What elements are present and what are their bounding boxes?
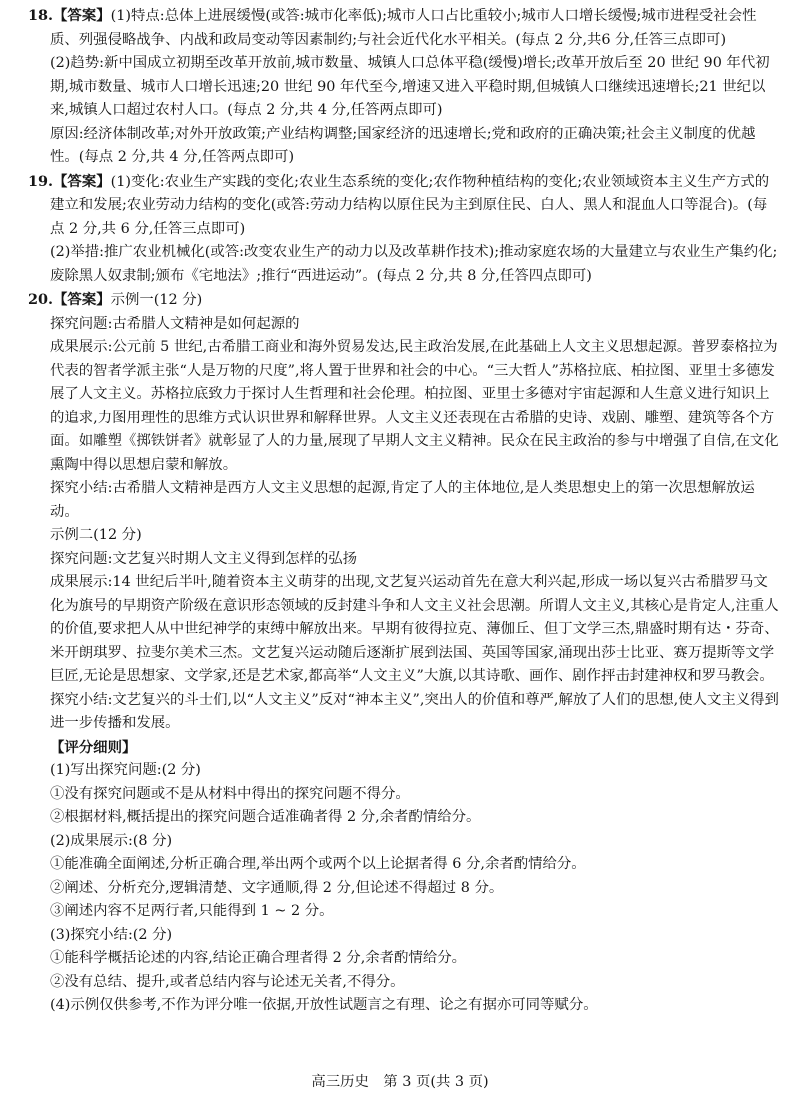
example2-result: 成果展示:14 世纪后半叶,随着资本主义萌芽的出现,文艺复兴运动首先在意大利兴起,形成一场以复兴古希腊罗马文化为旗号的早期资产阶级在意识形态领域的反封建斗争和人文主义社会思潮。所谓人文主义,其核心是肯定人,注重人的价值,要求把人从中世纪神学的束缚中解放出来。早期有彼得拉克、薄伽丘、但丁文学三杰,鼎盛时期有达・芬奇、米开朗琪罗、拉斐尔美术三杰。文艺复兴运动随后逐渐扩展到法国、英国等国家,涌现出莎士比亚、赛万提斯等文学巨匠,无论是思想家、文学家,还是艺术家,都高举“人文主义”大旗,以其诗歌、画作、剧作抨击封建神权和罗马教会。: [50, 574, 779, 684]
question-18-label: 18.【答案】: [28, 7, 111, 24]
answer-document: [28, 4, 780, 1018]
question-18-answer-part2: (2)趋势:新中国成立初期至改革开放前,城市数量、城镇人口总体平稳(缓慢)增长;改革开放后至 20 世纪 90 年代初期,城市数量、城市人口增长迅速;20 世纪 90 年代至今,增速又进入平稳时期,但城镇人口继续迅速增长;21 世纪以来,城镇人口超过农村人口。(每点 2 分,共 4 分,任答两点即可): [50, 55, 770, 118]
rubric-title: 【评分细则】: [50, 738, 137, 756]
question-20-example1-title: [28, 288, 780, 313]
question-19-label: 19.【答案】: [28, 172, 111, 190]
rubric-item: ②根据材料,概括提出的探究问题合适准确者得 2 分,余者酌情给分。: [50, 809, 481, 825]
question-19-part1-text: (1)变化:农业生产实践的变化;农业生态系统的变化;农作物种植结构的变化;农业领域资本主义生产方式的建立和发展;农业劳动力结构的变化(或答:劳动力结构以原住民为主到原住民、白人、黑人和混血人口等混合)。(每点 2 分,共 6 分,任答三点即可): [50, 173, 770, 237]
page-footer: 高三历史 第 3 页(共 3 页): [311, 1074, 489, 1090]
question-18-answer-reasons: 原因:经济体制改革;对外开放政策;产业结构调整;国家经济的迅速增长;党和政府的正确决策;社会主义制度的优越性。(每点 2 分,共 4 分,任答两点即可): [50, 125, 756, 165]
example2-question: 探究问题:文艺复兴时期人文主义得到怎样的弘扬: [50, 550, 358, 567]
rubric-item: (3)探究小结:(2 分): [50, 926, 173, 943]
question-18-part1-text: (1)特点:总体上进展缓慢(或答:城市化率低);城市人口占比重较小;城市人口增长缓慢;城市进程受社会性质、列强侵略战争、内战和政局变动等因素制约;与社会近代化水平相关。(每点 2 分,共6 分,任答三点即可): [50, 8, 757, 48]
example1-summary: 探究小结:古希腊人文精神是西方人文主义思想的起源,肯定了人的主体地位,是人类思想史上的第一次思想解放运动。: [50, 480, 755, 520]
rubric-item: ①没有探究问题或不是从材料中得出的探究问题不得分。: [50, 785, 410, 802]
question-19-answer-part2: (2)举措:推广农业机械化(或答:改变农业生产的动力以及改革耕作技术);推动家庭农场的大量建立与农业生产集约化;废除黑人奴隶制;颁布《宅地法》;推行“西进运动”。(每点 2 分,共 8 分,任答四点即可): [50, 244, 778, 284]
question-20-label: 20.【答案】: [28, 291, 111, 308]
example1-result: 成果展示:公元前 5 世纪,古希腊工商业和海外贸易发达,民主政治发展,在此基础上人文主义思想起源。普罗泰格拉为代表的智者学派主张“人是万物的尺度”,将人置于世界和社会的中心。“三大哲人”苏格拉底、柏拉图、亚里士多德发展了人文主义。苏格拉底致力于探讨人生哲理和社会伦理。柏拉图、亚里士多德对宇宙起源和人生意义进行知识上的追求,力图用理性的思维方式认识世界和解释世界。人文主义还表现在古希腊的史诗、戏剧、雕塑、建筑等各个方面。如雕塑《掷铁饼者》就彰显了人的力量,展现了早期人文主义精神。民众在民主政治的参与中增强了自信,在文化熏陶中得以思想启蒙和解放。: [50, 339, 779, 473]
rubric-item: ③阐述内容不足两行者,只能得到 1 ~ 2 分。: [50, 903, 334, 919]
question-19-answer-part1: [28, 170, 780, 242]
question-18-answer-part1: [28, 4, 780, 52]
rubric-item: (4)示例仅供参考,不作为评分唯一依据,开放性试题言之有理、论之有据亦可同等赋分。: [50, 997, 598, 1013]
rubric-item: (2)成果展示:(8 分): [50, 832, 173, 849]
rubric-item: ②阐述、分析充分,逻辑清楚、文字通顺,得 2 分,但论述不得超过 8 分。: [50, 879, 504, 896]
example1-title-text: 示例一(12 分): [110, 292, 203, 308]
example1-question: 探究问题:古希腊人文精神是如何起源的: [50, 315, 300, 332]
rubric-item: (1)写出探究问题:(2 分): [50, 762, 201, 778]
rubric-item: ①能科学概括论述的内容,结论正确合理者得 2 分,余者酌情给分。: [50, 950, 467, 966]
example2-summary: 探究小结:文艺复兴的斗士们,以“人文主义”反对“神本主义”,突出人的价值和尊严,解放了人们的思想,使人文主义得到进一步传播和发展。: [50, 691, 779, 731]
rubric-item: ②没有总结、提升,或者总结内容与论述无关者,不得分。: [50, 973, 405, 990]
example2-title: 示例二(12 分): [50, 527, 142, 543]
rubric-item: ①能准确全面阐述,分析正确合理,举出两个或两个以上论据者得 6 分,余者酌情给分。: [50, 856, 586, 872]
